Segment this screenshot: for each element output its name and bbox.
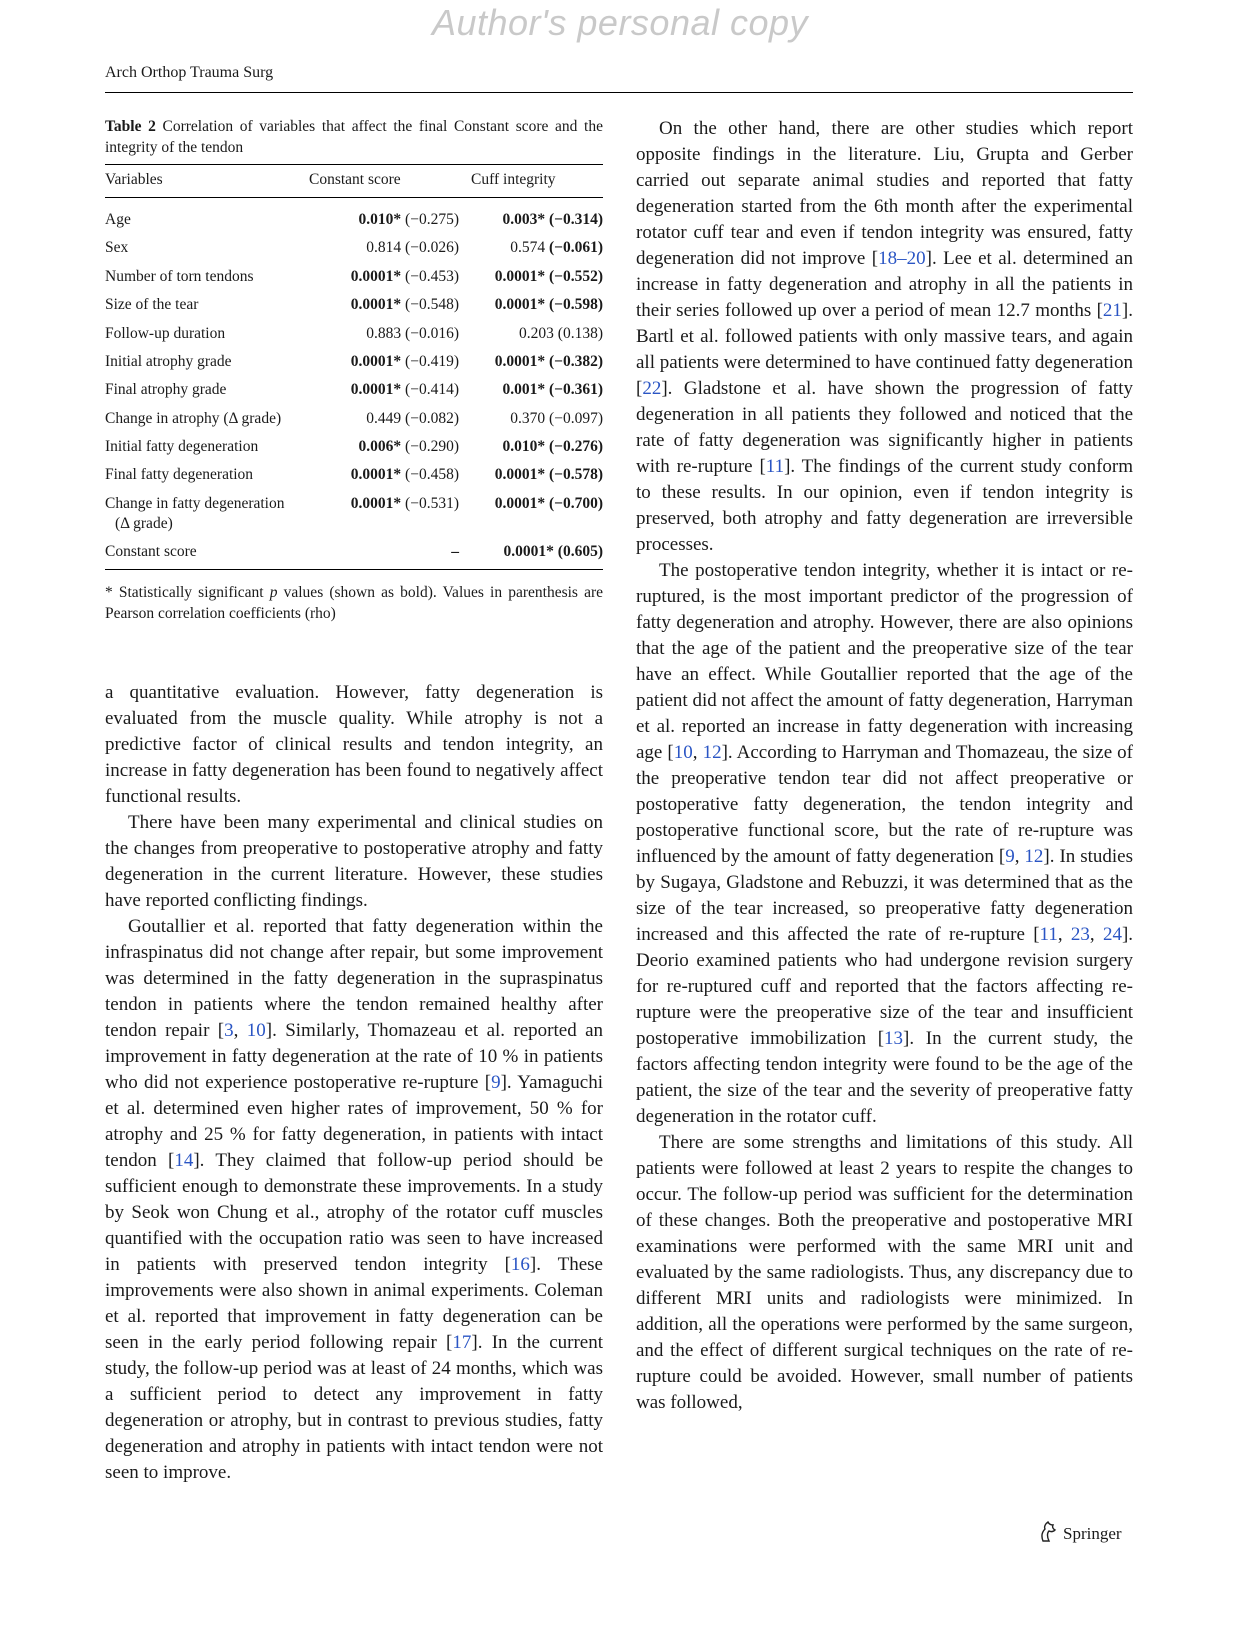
row-variable: Sex	[105, 239, 129, 257]
right-paragraph: The postoperative tendon integrity, whether it is intact or re-ruptured, is the most important predictor of the progression of fatty degeneration and atrophy. However, there are also opinions that the age of the patient and the preoperative size of the tear have an effect. While Goutallier reported that the age of the patient did not affect the amount of fatty degeneration, Harryman et al. reported an increase in fatty degeneration with increasing age [10, 12]. According to Harryman and Thomazeau, the size of the preoperative tendon tear did not affect preoperative or postoperative fatty degeneration, the tendon integrity and postoperative functional score, but the rate of re-rupture was influenced by the amount of fatty degeneration [9, 12]. In studies by Sugaya, Gladstone and Rebuzzi, it was determined that as the size of the tear increased, so preoperative fatty degeneration increased and this affected the rate of re-rupture [11, 23, 24]. Deorio examined patients who had undergone revision surgery for re-ruptured cuff and reported that the factors affecting re-rupture were the preoperative size of the tear and insufficient postoperative immobilization [13]. In the current study, the factors affecting tendon integrity were found to be the age of the patient, the size of the tear and the severity of preoperative fatty degeneration in the rotator cuff.	[636, 560, 1134, 1127]
springer-horse-icon	[1037, 1520, 1057, 1547]
table-row	[105, 538, 603, 570]
table-body	[105, 198, 603, 570]
header-rule	[105, 92, 1133, 93]
citation-link[interactable]: 17	[452, 1332, 472, 1354]
constant-score-cell: 0.0001* (−0.414)	[350, 381, 459, 399]
cuff-integrity-cell: 0.0001* (−0.578)	[494, 466, 603, 484]
constant-score-cell: 0.0001* (−0.531)	[350, 494, 459, 512]
citation-link[interactable]: 11	[765, 456, 785, 477]
left-paragraph: Goutallier et al. reported that fatty degeneration within the infraspinatus did not change after repair, but some improvement was determined in the fatty degeneration in the supraspinatus tendon in patients where the tendon remained healthy after tendon repair [3, 10]. Similarly, Thomazeau et al. reported an improvement in fatty degeneration at the rate of 10 % in patients who did not experience postoperative re-rupture [9]. Yamaguchi et al. determined even higher rates of improvement, 50 % for atrophy and 25 % for fatty degeneration, in patients with intact tendon [14]. They claimed that follow-up period should be sufficient enough to demonstrate these improvements. In a study by Seok won Chung et al., atrophy of the rotator cuff muscles quantified with the occupation ratio was seen to have increased in patients with preserved tendon integrity [16]. These improvements were also shown in animal experiments. Coleman et al. reported that improvement in fatty degeneration can be seen in the early period following repair [17]. In the current study, the follow-up period was at least of 24 months, which was a sufficient period to detect any improvement in fatty degeneration or atrophy, but in contrast to previous studies, fatty degeneration and atrophy in patients with intact tendon were not seen to improve.	[105, 916, 604, 1484]
watermark: Author's personal copy	[431, 2, 809, 43]
citation-link[interactable]: 3	[224, 1020, 234, 1042]
table-caption-text: Correlation of variables that affect the final Constant score and the integrity of the tendon	[105, 118, 603, 156]
table-row	[105, 376, 603, 404]
cuff-integrity-cell: 0.0001* (−0.700)	[494, 494, 603, 512]
row-variable: Size of the tear	[105, 296, 199, 314]
table-row	[105, 348, 603, 376]
cuff-integrity-cell: 0.003* (−0.314)	[502, 211, 603, 228]
right-body-text	[636, 116, 1133, 1416]
table-row	[105, 490, 603, 538]
constant-score-cell: 0.0001* (−0.458)	[350, 466, 459, 484]
citation-link[interactable]: 10	[246, 1020, 266, 1042]
table-caption	[105, 116, 603, 158]
table-footnote: * Statistically significant p values (shown as bold). Values in parenthesis are Pearson correlation coefficients (rho)	[105, 584, 603, 623]
constant-score-cell: 0.449 (−0.082)	[366, 409, 459, 427]
right-paragraph: There are some strengths and limitations of this study. All patients were followed at least 2 years to respite the changes to occur. The follow-up period was sufficient for the determination of these changes. Both the preoperative and postoperative MRI examinations were performed with the same MRI unit and evaluated by the same radiologists. Thus, any discrepancy due to different MRI units and radiologists were minimized. In addition, all the operations were performed by the same surgeon, and the effect of different surgical techniques on the rate of re-rupture could be avoided. However, small number of patients was followed,	[636, 1132, 1133, 1413]
table-row	[105, 319, 603, 347]
row-variable: Number of torn tendons	[105, 267, 254, 285]
left-column	[105, 116, 603, 1486]
row-variable: Initial fatty degeneration	[105, 438, 259, 455]
constant-score-cell: 0.010* (−0.275)	[358, 211, 459, 228]
cuff-integrity-cell: 0.0001* (0.605)	[471, 538, 603, 570]
row-variable: Final atrophy grade	[105, 381, 227, 399]
cuff-integrity-cell: 0.203 (0.138)	[519, 324, 603, 342]
cuff-integrity-cell: 0.0001* (−0.552)	[494, 267, 603, 285]
citation-link[interactable]: 14	[174, 1150, 194, 1172]
citation-link[interactable]: 9	[491, 1072, 501, 1094]
table-label: Table 2	[105, 118, 156, 135]
citation-link[interactable]: 22	[642, 378, 662, 399]
correlation-table	[105, 164, 603, 570]
table-row	[105, 198, 603, 235]
row-variable: Change in atrophy (Δ grade)	[105, 409, 282, 427]
left-paragraph: a quantitative evaluation. However, fatty degeneration is evaluated from the muscle quality. While atrophy is not a predictive factor of clinical results and tendon integrity, an increase in fatty degeneration has been found to negatively affect functional results.	[105, 682, 603, 808]
cuff-integrity-cell: 0.001* (−0.361)	[502, 381, 603, 399]
constant-score-cell: 0.006* (−0.290)	[358, 438, 459, 455]
constant-score-cell: 0.0001* (−0.419)	[350, 352, 459, 370]
table-header-cuff-integrity: Cuff integrity	[471, 165, 603, 198]
publisher-name: Springer	[1063, 1523, 1122, 1543]
constant-score-cell: 0.0001* (−0.548)	[350, 296, 459, 314]
row-variable: Initial atrophy grade	[105, 352, 232, 370]
table-header-variables: Variables	[105, 165, 309, 198]
right-paragraph: On the other hand, there are other studies which report opposite findings in the literature. Liu, Grupta and Gerber carried out separate animal studies and reported that fatty degeneration started from the 6th month after the experimental rotator cuff tear and even if tendon integrity was ensured, fatty degeneration did not improve [18–20]. Lee et al. determined an increase in fatty degeneration and atrophy in all the patients in their series followed up over a period of mean 12.7 months [21]. Bartl et al. followed patients with only massive tears, and again all patients were determined to have continued fatty degeneration [22]. Gladstone et al. have shown the progression of fatty degeneration in all patients they followed and noticed that the rate of fatty degeneration was significantly higher in patients with re-rupture [11]. The findings of the current study conform to these results. In our opinion, even if tendon integrity is preserved, both atrophy and fatty degeneration are irreversible processes.	[636, 118, 1133, 555]
row-variable: Constant score	[105, 538, 309, 570]
table-row	[105, 291, 603, 319]
cuff-integrity-cell: 0.574 (−0.061)	[510, 239, 603, 257]
table-row	[105, 404, 603, 432]
table-row	[105, 234, 603, 262]
citation-link[interactable]: 9	[1005, 846, 1015, 867]
citation-link[interactable]: 11	[1039, 924, 1058, 945]
cuff-integrity-cell: 0.370 (−0.097)	[510, 409, 603, 427]
constant-score-cell: 0.883 (−0.016)	[366, 324, 459, 342]
citation-link[interactable]: 12	[1024, 846, 1044, 867]
citation-link[interactable]: 18–20	[878, 248, 926, 269]
cuff-integrity-cell: 0.0001* (−0.382)	[494, 352, 603, 370]
right-column	[636, 116, 1133, 1416]
table-row	[105, 433, 603, 461]
constant-score-cell: 0.814 (−0.026)	[366, 239, 459, 257]
citation-link[interactable]: 24	[1102, 924, 1122, 945]
left-paragraph: There have been many experimental and clinical studies on the changes from preoperative to postoperative atrophy and fatty degeneration in the current literature. However, these studies have reported conflicting findings.	[105, 812, 603, 912]
table-header-constant-score: Constant score	[309, 165, 471, 198]
constant-score-cell: 0.0001* (−0.453)	[350, 267, 459, 285]
row-variable: Age	[105, 211, 131, 228]
journal-name: Arch Orthop Trauma Surg	[105, 64, 274, 81]
table-row	[105, 461, 603, 489]
citation-link[interactable]: 13	[884, 1028, 904, 1049]
cuff-integrity-cell: 0.0001* (−0.598)	[494, 296, 603, 314]
citation-link[interactable]: 21	[1102, 300, 1122, 321]
cuff-integrity-cell: 0.010* (−0.276)	[502, 438, 603, 455]
row-variable: Follow-up duration	[105, 324, 226, 342]
publisher-footer	[1037, 1520, 1122, 1547]
citation-link[interactable]: 23	[1070, 924, 1090, 945]
citation-link[interactable]: 16	[510, 1254, 530, 1276]
citation-link[interactable]: 12	[702, 742, 722, 763]
row-variable: Final fatty degeneration	[105, 466, 254, 484]
constant-score-cell: –	[309, 538, 471, 570]
table-row	[105, 263, 603, 291]
row-variable: Change in fatty degeneration (Δ grade)	[105, 494, 285, 532]
left-body-text	[105, 680, 603, 1486]
citation-link[interactable]: 10	[673, 742, 693, 763]
